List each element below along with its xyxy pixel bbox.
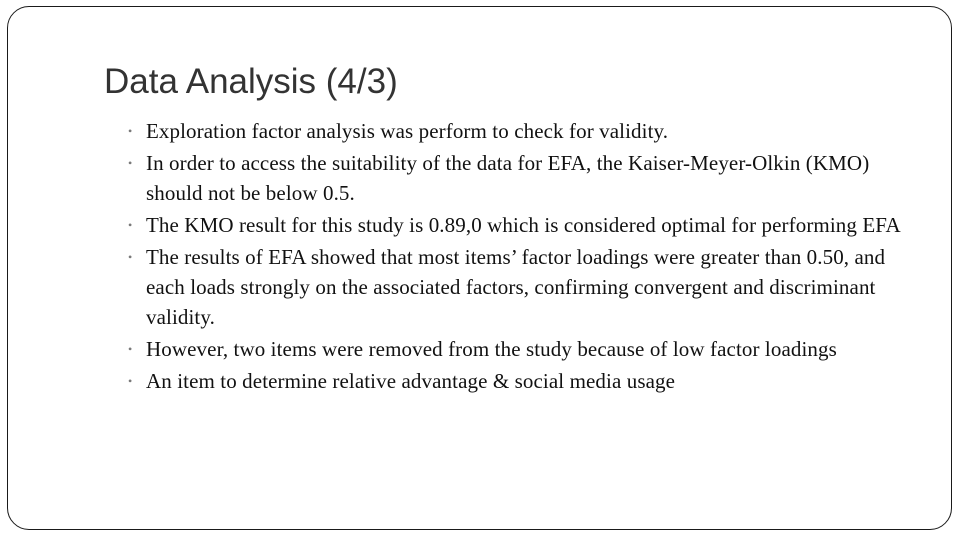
bullet-icon: • [128, 374, 133, 388]
bullet-icon: • [128, 156, 133, 170]
bullet-text: The results of EFA showed that most items’ factor loadings were greater than 0.50, and each loads strongly on the associated factors, confirming convergent and discriminant validity. [146, 245, 886, 329]
bullet-icon: • [128, 124, 133, 138]
bullet-icon: • [128, 342, 133, 356]
bullet-item [128, 210, 918, 240]
bullet-text: Exploration factor analysis was perform to check for validity. [146, 119, 669, 143]
bullet-item [128, 242, 918, 332]
bullet-item [128, 148, 918, 208]
bullet-item [128, 116, 918, 146]
bullet-text: An item to determine relative advantage & social media usage [146, 369, 676, 393]
bullet-text: However, two items were removed from the study because of low factor loadings [146, 337, 837, 361]
bullet-text: In order to access the suitability of the data for EFA, the Kaiser-Meyer-Olkin (KMO) should not be below 0.5. [146, 151, 870, 205]
bullet-icon: • [128, 218, 133, 232]
bullet-item [128, 366, 918, 396]
bullet-list [128, 116, 918, 398]
bullet-item [128, 334, 918, 364]
bullet-text: The KMO result for this study is 0.89,0 which is considered optimal for performing EFA [146, 213, 901, 237]
bullet-icon: • [128, 250, 133, 264]
slide-title: Data Analysis (4/3) [104, 62, 398, 101]
